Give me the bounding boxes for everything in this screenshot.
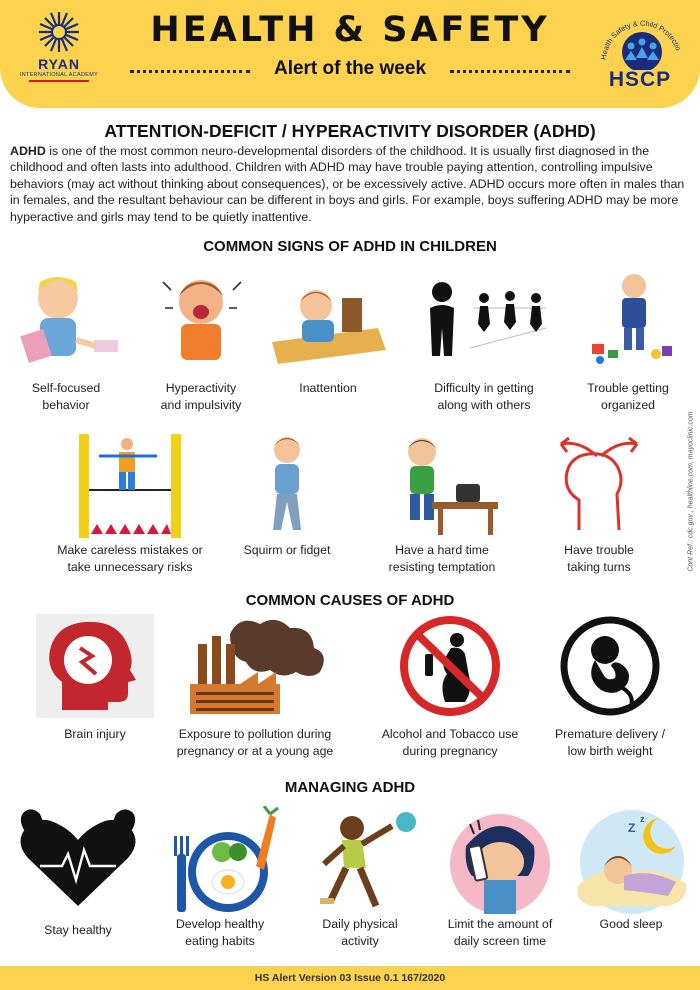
sign-caption: Squirm or fidget	[243, 543, 331, 557]
strong-heart-icon	[10, 806, 146, 910]
cause-brain-injury	[20, 614, 170, 749]
sign-taking-turns	[544, 430, 654, 580]
bored-student-desk-icon	[268, 268, 388, 374]
cause-caption: Premature delivery / low birth weight	[554, 727, 666, 758]
sign-hyperactivity	[140, 268, 262, 418]
cause-alcohol-tobacco	[370, 614, 530, 764]
sign-caption: Difficulty in getting along with others	[434, 381, 534, 412]
sign-caption: Trouble getting organized	[587, 381, 669, 412]
school-name: RYAN	[38, 56, 80, 72]
manage-stay-healthy	[10, 806, 146, 956]
reference-text: Cont Ref.: cdc.gov , healthline.com, mayoclinic.com	[687, 411, 695, 572]
messy-toys-child-icon	[572, 268, 684, 374]
self-focused-child-icon	[10, 268, 122, 374]
svg-text:Z: Z	[628, 821, 636, 835]
child-with-bag-icon	[382, 430, 502, 538]
sign-self-focused	[10, 268, 122, 418]
header-banner	[0, 0, 700, 108]
factory-pollution-icon	[180, 614, 330, 718]
sub-title: Alert of the week	[273, 58, 427, 79]
healthy-food-plate-icon	[160, 806, 280, 916]
manage-good-sleep	[566, 806, 696, 956]
managing-heading: MANAGING ADHD	[284, 779, 416, 796]
sign-squirm-fidget	[232, 430, 342, 580]
causes-heading: COMMON CAUSES OF ADHD	[245, 592, 455, 609]
no-alcohol-tobacco-icon	[395, 614, 505, 718]
sign-inattention	[268, 268, 388, 418]
intro-text: is one of the most common neuro-developmental disorders of the childhood. It is usually first diagnosed in the childhood and often lasts into adulthood. Children with ADHD may have trouble paying attention, controlling impulsive behaviors (may act without thinking about consequences), or be excessively active. ADHD occurs more often in males than in females, and the resultant behaviour can be different in boys and girls. For example, boys suffering ADHD may be more hyperactive and girls may tend to be quietly inattentive.	[10, 144, 685, 224]
footer-bar	[0, 966, 700, 990]
manage-eating-habits	[150, 806, 290, 956]
hscp-logo	[592, 10, 688, 92]
manage-caption: Good sleep	[599, 917, 663, 931]
hscp-label: HSCP	[608, 68, 672, 91]
manage-screen-time	[430, 806, 570, 956]
cause-pollution	[160, 614, 350, 764]
sign-resisting-temptation	[372, 430, 512, 580]
sign-trouble-organized	[568, 268, 688, 418]
tightrope-risk-icon	[65, 430, 195, 538]
cause-caption: Brain injury	[64, 727, 126, 741]
manage-caption: Develop healthy eating habits	[175, 917, 265, 948]
sleeping-child-icon	[568, 806, 694, 916]
footer-version: HS Alert Version 03 Issue 0.1 167/2020	[254, 972, 446, 984]
screaming-child-icon	[145, 268, 257, 374]
sign-caption: Have a hard time resisting temptation	[388, 543, 496, 574]
school-subtitle: INTERNATIONAL ACADEMY	[19, 72, 99, 78]
isolated-figure-icon	[418, 268, 550, 374]
sign-difficulty-others	[414, 268, 554, 418]
topic-title: ATTENTION-DEFICIT / HYPERACTIVITY DISORDER (ADHD)	[104, 121, 596, 141]
intro-term: ADHD	[10, 144, 46, 158]
sign-caption: Have trouble taking turns	[564, 543, 634, 574]
cause-premature-delivery	[530, 614, 690, 764]
fetus-icon	[555, 614, 665, 718]
manage-caption: Limit the amount of daily screen time	[447, 917, 553, 948]
head-split-arrows-icon	[549, 430, 649, 538]
svg-text:z: z	[640, 814, 645, 824]
main-title: HEALTH & SAFETY	[150, 10, 550, 50]
child-playing-ball-icon	[300, 806, 420, 916]
fidgeting-child-icon	[247, 430, 327, 538]
divider-dots-right	[450, 70, 570, 73]
intro-paragraph	[10, 143, 694, 225]
reference-note	[684, 410, 698, 580]
cause-caption: Exposure to pollution during pregnancy or at a young age	[176, 727, 334, 758]
manage-caption: Daily physical activity	[322, 917, 398, 948]
sign-careless-mistakes	[30, 430, 230, 580]
brain-injury-icon	[36, 614, 154, 718]
sign-caption: Make careless mistakes or take unnecessary risks	[57, 543, 203, 574]
manage-physical-activity	[298, 806, 422, 956]
hscp-arc-text: Health Safety & Child Protectio	[598, 18, 683, 61]
logo-underline	[29, 80, 89, 82]
cause-caption: Alcohol and Tobacco use during pregnancy	[381, 727, 519, 758]
hscp-emblem-icon	[592, 10, 688, 70]
signs-heading: COMMON SIGNS OF ADHD IN CHILDREN	[203, 238, 497, 255]
sign-caption: Hyperactivity and impulsivity	[160, 381, 242, 412]
manage-caption: Stay healthy	[44, 923, 112, 937]
child-on-phone-icon	[440, 806, 560, 916]
sign-caption: Inattention	[299, 381, 357, 395]
sign-caption: Self-focused behavior	[31, 381, 101, 412]
